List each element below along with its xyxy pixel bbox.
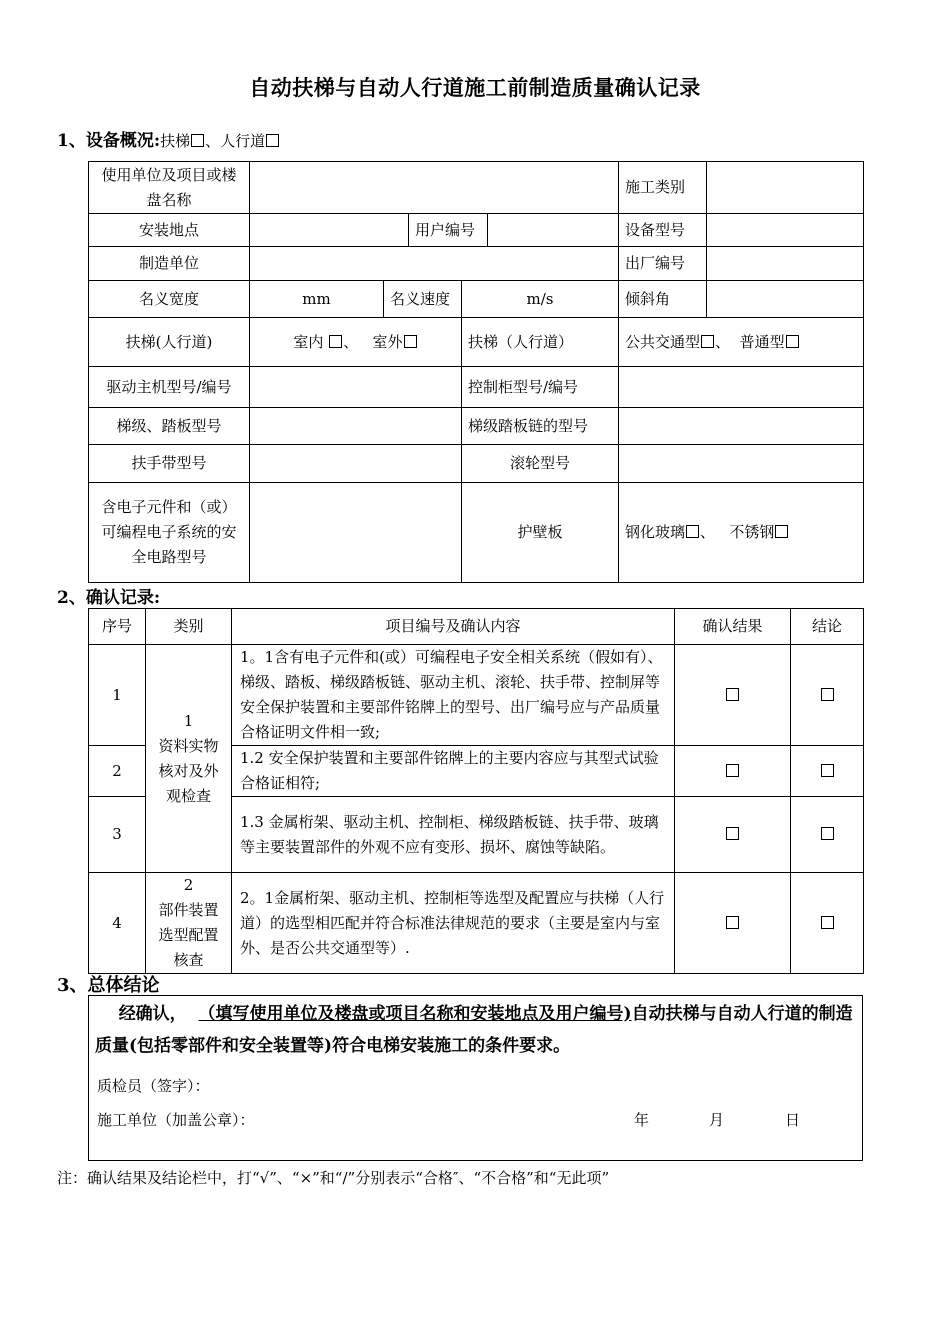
header-conclusion: 结论 — [791, 609, 864, 645]
factory-number-label: 出厂编号 — [619, 247, 707, 281]
inspector-signature[interactable]: 质检员（签字）： — [97, 1077, 210, 1095]
control-cabinet-field[interactable] — [619, 367, 864, 408]
indoor-checkbox[interactable] — [329, 335, 342, 348]
incline-angle-field[interactable] — [707, 281, 864, 318]
user-number-field[interactable] — [488, 214, 619, 247]
public-transport-label: 公共交通型 — [625, 332, 701, 351]
outdoor-label: 室外 — [372, 332, 403, 351]
transport-type-field: 公共交通型 、 普通型 — [619, 318, 864, 367]
electronic-system-label: 含电子元件和（或）可编程电子系统的安全电路型号 — [89, 483, 250, 583]
construction-type-label: 施工类别 — [619, 162, 707, 214]
nominal-speed-label: 名义速度 — [384, 281, 462, 318]
balustrade-field: 钢化玻璃 、 不锈钢 — [619, 483, 864, 583]
factory-number-field[interactable] — [707, 247, 864, 281]
row-no: 2 — [89, 746, 146, 797]
row-content: 1.3 金属桁架、驱动主机、控制柜、梯级踏板链、扶手带、玻璃等主要装置部件的外观不应有变形、损坏、腐蚀等缺陷。 — [232, 797, 675, 873]
stainless-steel-label: 不锈钢 — [729, 523, 775, 541]
category-1: 1 资料实物核对及外观检查 — [146, 645, 232, 873]
balustrade-label: 护壁板 — [462, 483, 619, 583]
install-location-field[interactable] — [250, 214, 409, 247]
table-row — [89, 873, 864, 974]
tempered-glass-checkbox[interactable] — [686, 525, 699, 538]
electronic-system-field[interactable] — [250, 483, 462, 583]
indoor-label: 室内 — [293, 332, 324, 351]
row-content: 2。1金属桁架、驱动主机、控制柜等选型及配置应与扶梯（人行道）的选型相匹配并符合标准法律规范的要求（主要是室内与室外、是否公共交通型等）. — [232, 873, 675, 974]
section3-heading: 3、总体结论 — [57, 975, 160, 996]
conclusion-checkbox[interactable] — [821, 688, 834, 701]
date-year: 年 — [634, 1111, 650, 1129]
row-no: 3 — [89, 797, 146, 873]
step-chain-field[interactable] — [619, 408, 864, 445]
construction-type-field[interactable] — [707, 162, 864, 214]
manufacturer-label: 制造单位 — [89, 247, 250, 281]
conclusion-checkbox[interactable] — [821, 827, 834, 840]
fill-hint[interactable]: （填写使用单位及楼盘或项目名称和安装地点及用户编号) — [198, 1004, 632, 1024]
result-checkbox[interactable] — [726, 764, 739, 777]
handrail-model-field[interactable] — [250, 445, 462, 483]
step-chain-label: 梯级踏板链的型号 — [462, 408, 619, 445]
nominal-width-field[interactable]: mm — [250, 281, 384, 318]
equipment-overview-table — [88, 161, 864, 583]
handrail-model-label: 扶手带型号 — [89, 445, 250, 483]
date-day: 日 — [785, 1111, 801, 1129]
header-no: 序号 — [89, 609, 146, 645]
row-content: 1。1含有电子元件和(或）可编程电子安全相关系统（假如有）、梯级、踏板、梯级踏板链、驱动主机、滚轮、扶手带、控制屏等安全保护装置和主要部件铭牌上的型号、出厂编号应与产品质量合格证明文件相一致; — [232, 645, 675, 746]
normal-type-label: 普通型 — [739, 332, 785, 351]
escalator-checkbox[interactable] — [191, 134, 204, 147]
row-no: 4 — [89, 873, 146, 974]
control-cabinet-label: 控制柜型号/编号 — [462, 367, 619, 408]
escalator-walkway-label-2: 扶梯（人行道） — [462, 318, 619, 367]
stainless-steel-checkbox[interactable] — [775, 525, 788, 538]
escalator-walkway-label: 扶梯(人行道) — [89, 318, 250, 367]
result-checkbox[interactable] — [726, 916, 739, 929]
escalator-label: 扶梯 — [160, 132, 191, 150]
tempered-glass-label: 钢化玻璃 — [625, 523, 686, 541]
public-transport-checkbox[interactable] — [701, 335, 714, 348]
page-title: 自动扶梯与自动人行道施工前制造质量确认记录 — [249, 75, 701, 100]
roller-model-label: 滚轮型号 — [462, 445, 619, 483]
conclusion-checkbox[interactable] — [821, 916, 834, 929]
step-model-field[interactable] — [250, 408, 462, 445]
table-row — [89, 645, 864, 746]
drive-model-label: 驱动主机型号/编号 — [89, 367, 250, 408]
header-result: 确认结果 — [675, 609, 791, 645]
construction-unit-seal[interactable]: 施工单位（加盖公章）： — [97, 1111, 255, 1129]
equipment-model-label: 设备型号 — [619, 214, 707, 247]
date-month: 月 — [709, 1111, 725, 1129]
row-content: 1.2 安全保护装置和主要部件铭牌上的主要内容应与其型式试验合格证相符; — [232, 746, 675, 797]
category-2: 2 部件装置选型配置核查 — [146, 873, 232, 974]
section1-heading: 1、设备概况:扶梯 、人行道 — [57, 126, 280, 151]
nominal-speed-field[interactable]: m/s — [462, 281, 619, 318]
section2-heading: 2、确认记录: — [57, 588, 161, 608]
incline-angle-label: 倾斜角 — [619, 281, 707, 318]
footnote: 注：确认结果及结论栏中，打“√”、“×”和“/”分别表示“合格″、“不合格”和“无此项” — [57, 1169, 610, 1187]
walkway-label: 人行道 — [220, 132, 266, 150]
row-no: 1 — [89, 645, 146, 746]
install-location-label: 安装地点 — [89, 214, 250, 247]
roller-model-field[interactable] — [619, 445, 864, 483]
nominal-width-label: 名义宽度 — [89, 281, 250, 318]
conclusion-statement: 经确认， （填写使用单位及楼盘或项目名称和安装地点及用户编号)自动扶梯与自动人行道的制造质量(包括零部件和安全装置等)符合电梯安装施工的条件要求。 — [95, 1004, 853, 1056]
user-number-label: 用户编号 — [409, 214, 488, 247]
confirmation-table — [88, 608, 864, 974]
header-category: 类别 — [146, 609, 232, 645]
outdoor-checkbox[interactable] — [404, 335, 417, 348]
result-checkbox[interactable] — [726, 688, 739, 701]
walkway-checkbox[interactable] — [266, 134, 279, 147]
header-content: 项目编号及确认内容 — [232, 609, 675, 645]
normal-type-checkbox[interactable] — [786, 335, 799, 348]
user-unit-label: 使用单位及项目或楼盘名称 — [89, 162, 250, 214]
equipment-model-field[interactable] — [707, 214, 864, 247]
step-model-label: 梯级、踏板型号 — [89, 408, 250, 445]
user-unit-field[interactable] — [250, 162, 619, 214]
conclusion-box — [88, 995, 863, 1161]
conclusion-checkbox[interactable] — [821, 764, 834, 777]
drive-model-field[interactable] — [250, 367, 462, 408]
manufacturer-field[interactable] — [250, 247, 619, 281]
result-checkbox[interactable] — [726, 827, 739, 840]
indoor-outdoor-field: 室内 、 室外 — [250, 318, 462, 367]
